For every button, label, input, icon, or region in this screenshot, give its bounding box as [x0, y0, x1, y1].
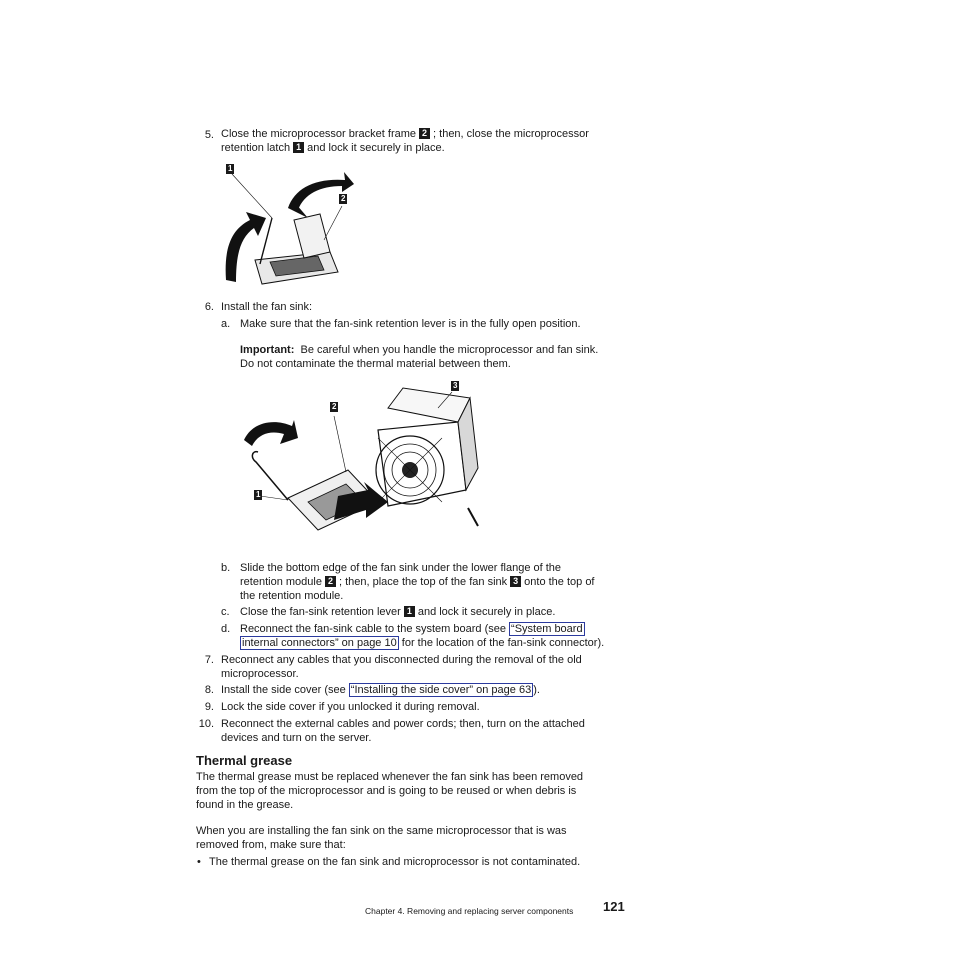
- substep-text: [240, 561, 595, 603]
- callout-badge: 1: [256, 490, 261, 499]
- substep-text-part: ; then, place the top of the fan sink: [338, 576, 508, 588]
- step-number: 6.: [204, 301, 214, 313]
- paragraph-line: found in the grease.: [196, 799, 294, 811]
- callout-badge: 3: [510, 576, 521, 587]
- callout-badge: 2: [341, 194, 346, 203]
- bullet-item: The thermal grease on the fan sink and microprocessor is not contaminated.: [209, 856, 581, 868]
- paragraph-line: The thermal grease must be replaced whenever the fan sink has been removed: [196, 771, 584, 783]
- paragraph: [196, 770, 583, 812]
- figure-bracket-frame: [220, 160, 360, 290]
- callout-badge: 2: [419, 128, 430, 139]
- side-cover-link[interactable]: “Installing the side cover” on page 63: [350, 684, 532, 696]
- step-number: 10.: [198, 718, 214, 730]
- step-text-part: ; then, close the microprocessor: [433, 128, 589, 140]
- step-text-part: retention latch: [221, 142, 291, 154]
- substep-text: Make sure that the fan-sink retention lever is in the fully open position.: [240, 318, 581, 330]
- important-label: Important:: [240, 344, 295, 356]
- substep-letter: b.: [221, 562, 231, 574]
- callout-badge: 2: [332, 402, 337, 411]
- substep-text-part: the retention module.: [240, 590, 344, 602]
- fan-sink-illustration: [238, 378, 488, 556]
- substep-text-part: Slide the bottom edge of the fan sink under the lower flange of the: [240, 562, 562, 574]
- substep-text-part: Close the fan-sink retention lever: [240, 606, 401, 618]
- callout-badge: 1: [228, 164, 233, 173]
- step-text-part: Reconnect the external cables and power cords; then, turn on the attached: [221, 718, 585, 730]
- substep-text-part: Reconnect the fan-sink cable to the system board (see: [240, 623, 506, 635]
- important-text: Do not contaminate the thermal material between them.: [240, 358, 511, 370]
- section-heading: Thermal grease: [196, 753, 293, 768]
- page-number: 121: [603, 899, 625, 914]
- substep-letter: c.: [221, 606, 230, 618]
- system-board-connectors-link[interactable]: “System board: [511, 623, 583, 635]
- substep-letter: d.: [221, 623, 231, 635]
- step-number: 9.: [204, 701, 214, 713]
- important-note: [240, 343, 598, 371]
- callout-badge: 1: [404, 606, 415, 617]
- paragraph-line: from the top of the microprocessor and is going to be reused or when debris is: [196, 785, 577, 797]
- step-text-part: devices and turn on the server.: [221, 732, 372, 744]
- callout-badge: 1: [293, 142, 304, 153]
- step-text: Lock the side cover if you unlocked it during removal.: [221, 701, 480, 713]
- figure-fan-sink: [238, 378, 488, 556]
- substep-text-part: onto the top of: [524, 576, 595, 588]
- substep-text-part: retention module: [240, 576, 322, 588]
- substep-text: [240, 622, 604, 650]
- step-text-part: Close the microprocessor bracket frame: [221, 128, 417, 140]
- substep-text-part: and lock it securely in place.: [417, 606, 556, 618]
- system-board-connectors-link[interactable]: internal connectors” on page 10: [242, 637, 397, 649]
- step-text-part: and lock it securely in place.: [307, 142, 445, 154]
- substep-text: [240, 605, 555, 619]
- step-text-part: ).: [533, 684, 540, 696]
- bracket-illustration: [220, 160, 360, 290]
- step-text-part: Install the side cover (see: [221, 684, 346, 696]
- paragraph-line: When you are installing the fan sink on the same microprocessor that is was: [196, 825, 567, 837]
- step-text: Install the fan sink:: [221, 301, 313, 313]
- step-number: 5.: [204, 129, 214, 141]
- step-number: 7.: [204, 654, 214, 666]
- step-text: [221, 127, 589, 155]
- substep-letter: a.: [221, 318, 231, 330]
- step-text-part: Reconnect any cables that you disconnected during the removal of the old: [221, 654, 582, 666]
- step-text-part: microprocessor.: [221, 668, 299, 680]
- substep-text-part: for the location of the fan-sink connector).: [401, 637, 605, 649]
- paragraph-line: removed from, make sure that:: [196, 839, 346, 851]
- important-text: Be careful when you handle the microprocessor and fan sink.: [300, 344, 599, 356]
- step-number: 8.: [204, 684, 214, 696]
- step-text: [221, 653, 582, 681]
- callout-badge: 3: [453, 381, 458, 390]
- callout-badge: 2: [325, 576, 336, 587]
- paragraph: [196, 824, 567, 852]
- step-text: [221, 683, 540, 697]
- bullet-marker: •: [197, 856, 201, 868]
- footer-chapter: Chapter 4. Removing and replacing server components: [365, 906, 574, 916]
- step-text: [221, 717, 585, 745]
